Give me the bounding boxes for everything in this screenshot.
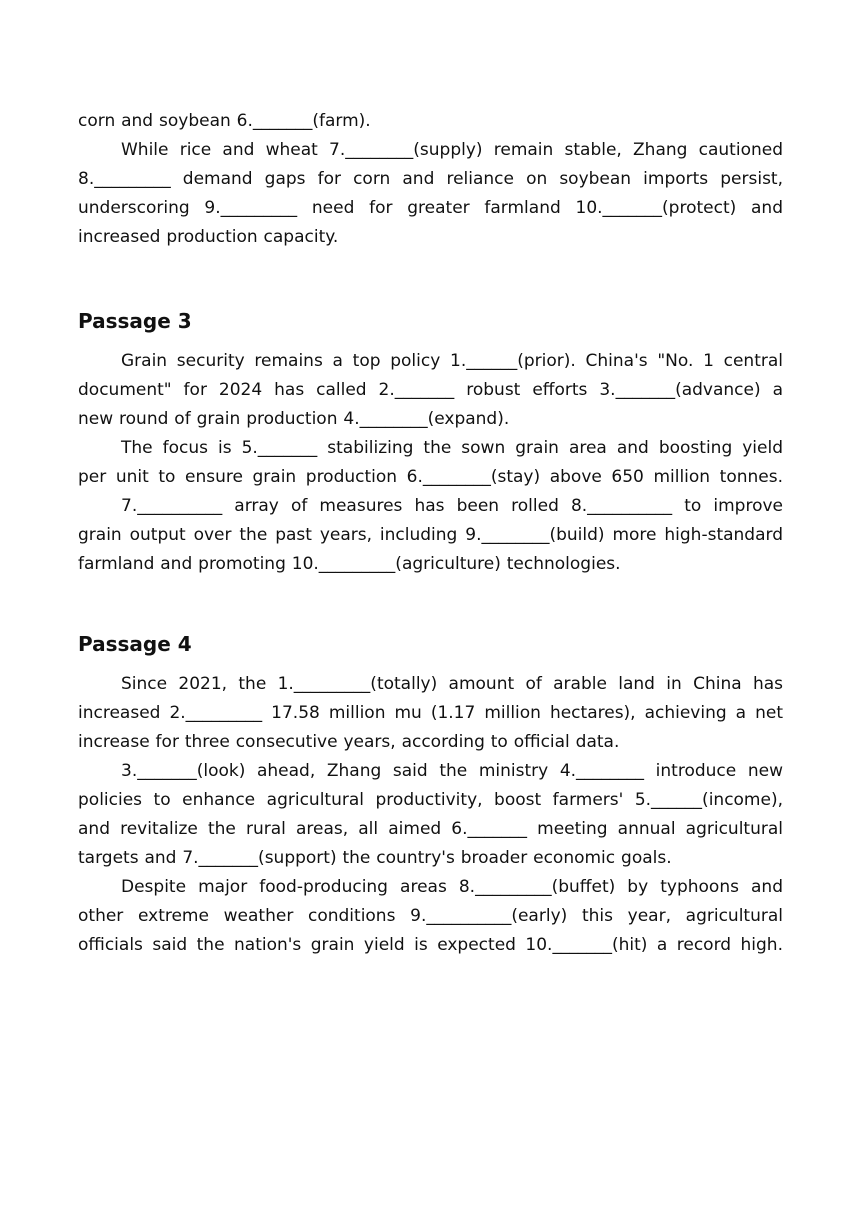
- paragraph-line: While rice and wheat 7.________(supply) remain stable, Zhang cautioned: [121, 140, 783, 160]
- paragraph-line: and revitalize the rural areas, all aimed 6._______ meeting annual agricultural: [78, 819, 783, 839]
- passage-2-tail: [78, 107, 783, 252]
- paragraph-line: increase for three consecutive years, according to official data.: [78, 732, 620, 752]
- paragraph-line: targets and 7._______(support) the country's broader economic goals.: [78, 848, 672, 868]
- paragraph-line: 7.__________ array of measures has been rolled 8.__________ to improve: [121, 496, 783, 516]
- passage-3-body: [78, 347, 783, 579]
- passage-4-body: [78, 670, 783, 960]
- paragraph-line: grain output over the past years, including 9.________(build) more high-standard: [78, 525, 783, 545]
- paragraph-line: Since 2021, the 1._________(totally) amount of arable land in China has: [121, 674, 783, 694]
- paragraph-line: underscoring 9._________ need for greater farmland 10._______(protect) and: [78, 198, 783, 218]
- paragraph-line: new round of grain production 4.________(expand).: [78, 409, 510, 429]
- paragraph-line: Despite major food-producing areas 8._________(buffet) by typhoons and: [121, 877, 783, 897]
- paragraph-line: other extreme weather conditions 9.__________(early) this year, agricultural: [78, 906, 783, 926]
- passage-4-title: Passage 4: [78, 632, 192, 656]
- passage-3-title: Passage 3: [78, 309, 192, 333]
- paragraph-line: The focus is 5._______ stabilizing the sown grain area and boosting yield: [121, 438, 783, 458]
- paragraph-line: 3._______(look) ahead, Zhang said the ministry 4.________ introduce new: [121, 761, 783, 781]
- paragraph-line: increased 2._________ 17.58 million mu (1.17 million hectares), achieving a net: [78, 703, 783, 723]
- paragraph-line: farmland and promoting 10._________(agriculture) technologies.: [78, 554, 621, 574]
- document-page: [78, 107, 783, 960]
- paragraph-line: officials said the nation's grain yield is expected 10._______(hit) a record high.: [78, 935, 783, 955]
- paragraph-line: per unit to ensure grain production 6.________(stay) above 650 million tonnes.: [78, 467, 783, 487]
- paragraph-line: 8._________ demand gaps for corn and reliance on soybean imports persist,: [78, 169, 783, 189]
- paragraph-line: Grain security remains a top policy 1.______(prior). China's "No. 1 central: [121, 351, 783, 371]
- paragraph-line: document" for 2024 has called 2._______ robust efforts 3._______(advance) a: [78, 380, 783, 400]
- paragraph-line: corn and soybean 6._______(farm).: [78, 111, 371, 131]
- paragraph-line: policies to enhance agricultural productivity, boost farmers' 5.______(income),: [78, 790, 783, 810]
- paragraph-line: increased production capacity.: [78, 227, 339, 247]
